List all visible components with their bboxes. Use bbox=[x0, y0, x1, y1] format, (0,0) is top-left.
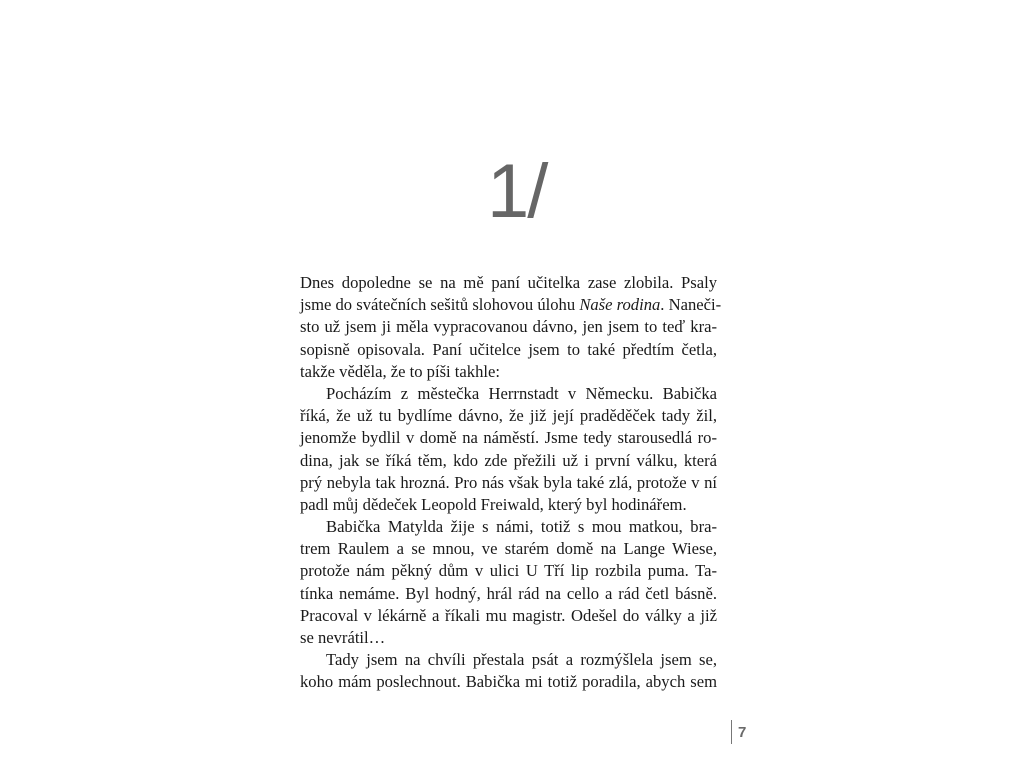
text-line: protože nám pěkný dům v ulici U Tří lip rozbila puma. Ta- bbox=[300, 561, 717, 581]
text-line: sto už jsem ji měla vypracovanou dávno, jen jsem to teď kra- bbox=[300, 317, 717, 337]
text-line: prý nebyla tak hrozná. Pro nás však byla také zlá, protože v ní bbox=[300, 472, 717, 492]
body-text bbox=[300, 272, 722, 694]
text-line bbox=[300, 294, 722, 316]
text-line: takže věděla, že to píši takhle: bbox=[300, 361, 500, 381]
text-line-part: . Naneči- bbox=[660, 295, 722, 315]
text-line: trem Raulem a se mnou, ve starém domě na Lange Wiese, bbox=[300, 539, 717, 559]
text-line: Babička Matylda žije s námi, totiž s mou matkou, bra- bbox=[326, 517, 717, 537]
text-line: Pracoval v lékárně a říkali mu magistr. Odešel do války a již bbox=[300, 605, 717, 625]
text-line: koho mám poslechnout. Babička mi totiž poradila, abych sem bbox=[300, 672, 717, 692]
essay-title: Naše rodina bbox=[579, 295, 661, 315]
text-line: tínka nemáme. Byl hodný, hrál rád na cello a rád četl básně. bbox=[300, 583, 717, 603]
text-line: Dnes dopoledne se na mě paní učitelka zase zlobila. Psaly bbox=[300, 273, 717, 292]
text-line: Pocházím z městečka Herrnstadt v Německu. Babička bbox=[326, 383, 717, 403]
text-line: dina, jak se říká těm, kdo zde přežili už i první válku, která bbox=[300, 450, 717, 470]
text-line: říká, že už tu bydlíme dávno, že již její praděděček tady žil, bbox=[300, 406, 717, 426]
chapter-number: 1/ bbox=[487, 149, 547, 234]
text-line-part: jsme do svátečních sešitů slohovou úlohu bbox=[300, 295, 580, 315]
page-number: 7 bbox=[738, 723, 747, 741]
text-line: sopisně opisovala. Paní učitelce jsem to také předtím četla, bbox=[300, 339, 717, 359]
text-line: se nevrátil… bbox=[300, 628, 386, 647]
text-line: jenomže bydlil v domě na náměstí. Jsme tedy starousedlá ro- bbox=[300, 428, 717, 448]
page-folio bbox=[731, 719, 746, 745]
text-line: Tady jsem na chvíli přestala psát a rozmýšlela jsem se, bbox=[326, 650, 717, 670]
folio-divider bbox=[731, 720, 732, 744]
text-line: padl můj dědeček Leopold Freiwald, který byl hodinářem. bbox=[300, 494, 687, 514]
